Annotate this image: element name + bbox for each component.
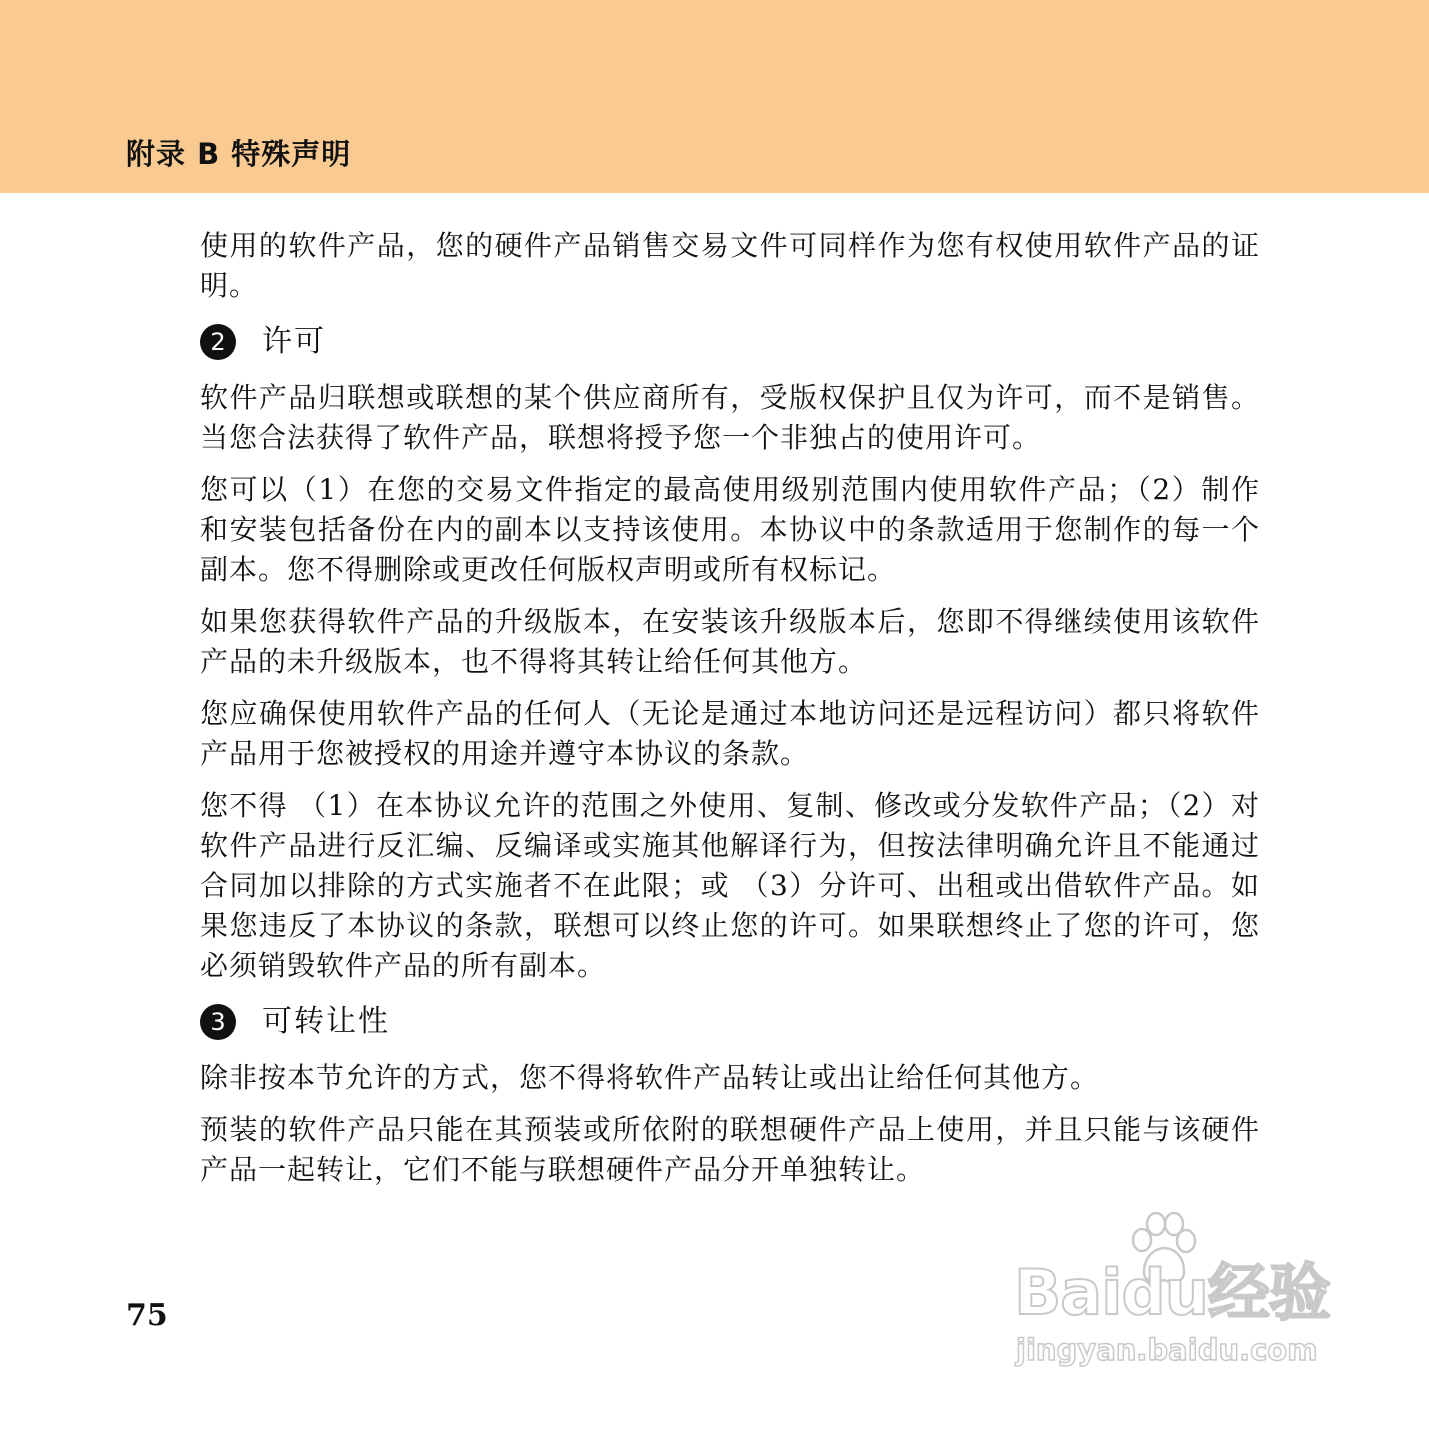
license-paragraph: 如果您获得软件产品的升级版本，在安装该升级版本后，您即不得继续使用该软件产品的未升级版本，也不得将其转让给任何其他方。 (200, 605, 1260, 678)
watermark-url: jingyan.baidu.com (1016, 1333, 1318, 1367)
baidu-watermark (1010, 1210, 1350, 1380)
page-number: 75 (126, 1298, 168, 1333)
circled-number-icon: 2 (200, 324, 236, 360)
intro-paragraph: 使用的软件产品，您的硬件产品销售交易文件可同样作为您有权使用软件产品的证明。 (200, 229, 1260, 302)
license-paragraph: 软件产品归联想或联想的某个供应商所有，受版权保护且仅为许可，而不是销售。当您合法获得了软件产品，联想将授予您一个非独占的使用许可。 (200, 381, 1260, 454)
license-paragraph: 您不得 （1）在本协议允许的范围之外使用、复制、修改或分发软件产品；（2）对软件产品进行反汇编、反编译或实施其他解译行为，但按法律明确允许且不能通过合同加以排除的方式实施者不在此限；或 （3）分许可、出租或出借软件产品。如果您违反了本协议的条款，联想可以终止您的许可。如果联想终止了您的许可，您必须销毁软件产品的所有副本。 (200, 789, 1260, 982)
circled-number-icon: 3 (200, 1004, 236, 1040)
document-body (200, 226, 1260, 1202)
page-header-title: 附录 B 特殊声明 (126, 137, 352, 171)
license-paragraph: 您应确保使用软件产品的任何人（无论是通过本地访问还是远程访问）都只将软件产品用于您被授权的用途并遵守本协议的条款。 (200, 697, 1260, 770)
section-title: 许可 (262, 324, 326, 359)
watermark-brand: Baidu经验 (1014, 1256, 1330, 1329)
license-paragraph: 您可以（1）在您的交易文件指定的最高使用级别范围内使用软件产品；（2）制作和安装包括备份在内的副本以支持该使用。本协议中的条款适用于您制作的每一个副本。您不得删除或更改任何版权声明或所有权标记。 (200, 473, 1260, 586)
transfer-paragraph: 预装的软件产品只能在其预装或所依附的联想硬件产品上使用，并且只能与该硬件产品一起转让，它们不能与联想硬件产品分开单独转让。 (200, 1113, 1260, 1186)
section-heading-transferability (200, 1000, 1260, 1044)
transfer-paragraph: 除非按本节允许的方式，您不得将软件产品转让或出让给任何其他方。 (200, 1061, 1100, 1094)
section-title: 可转让性 (262, 1004, 390, 1039)
section-heading-license (200, 320, 1260, 364)
